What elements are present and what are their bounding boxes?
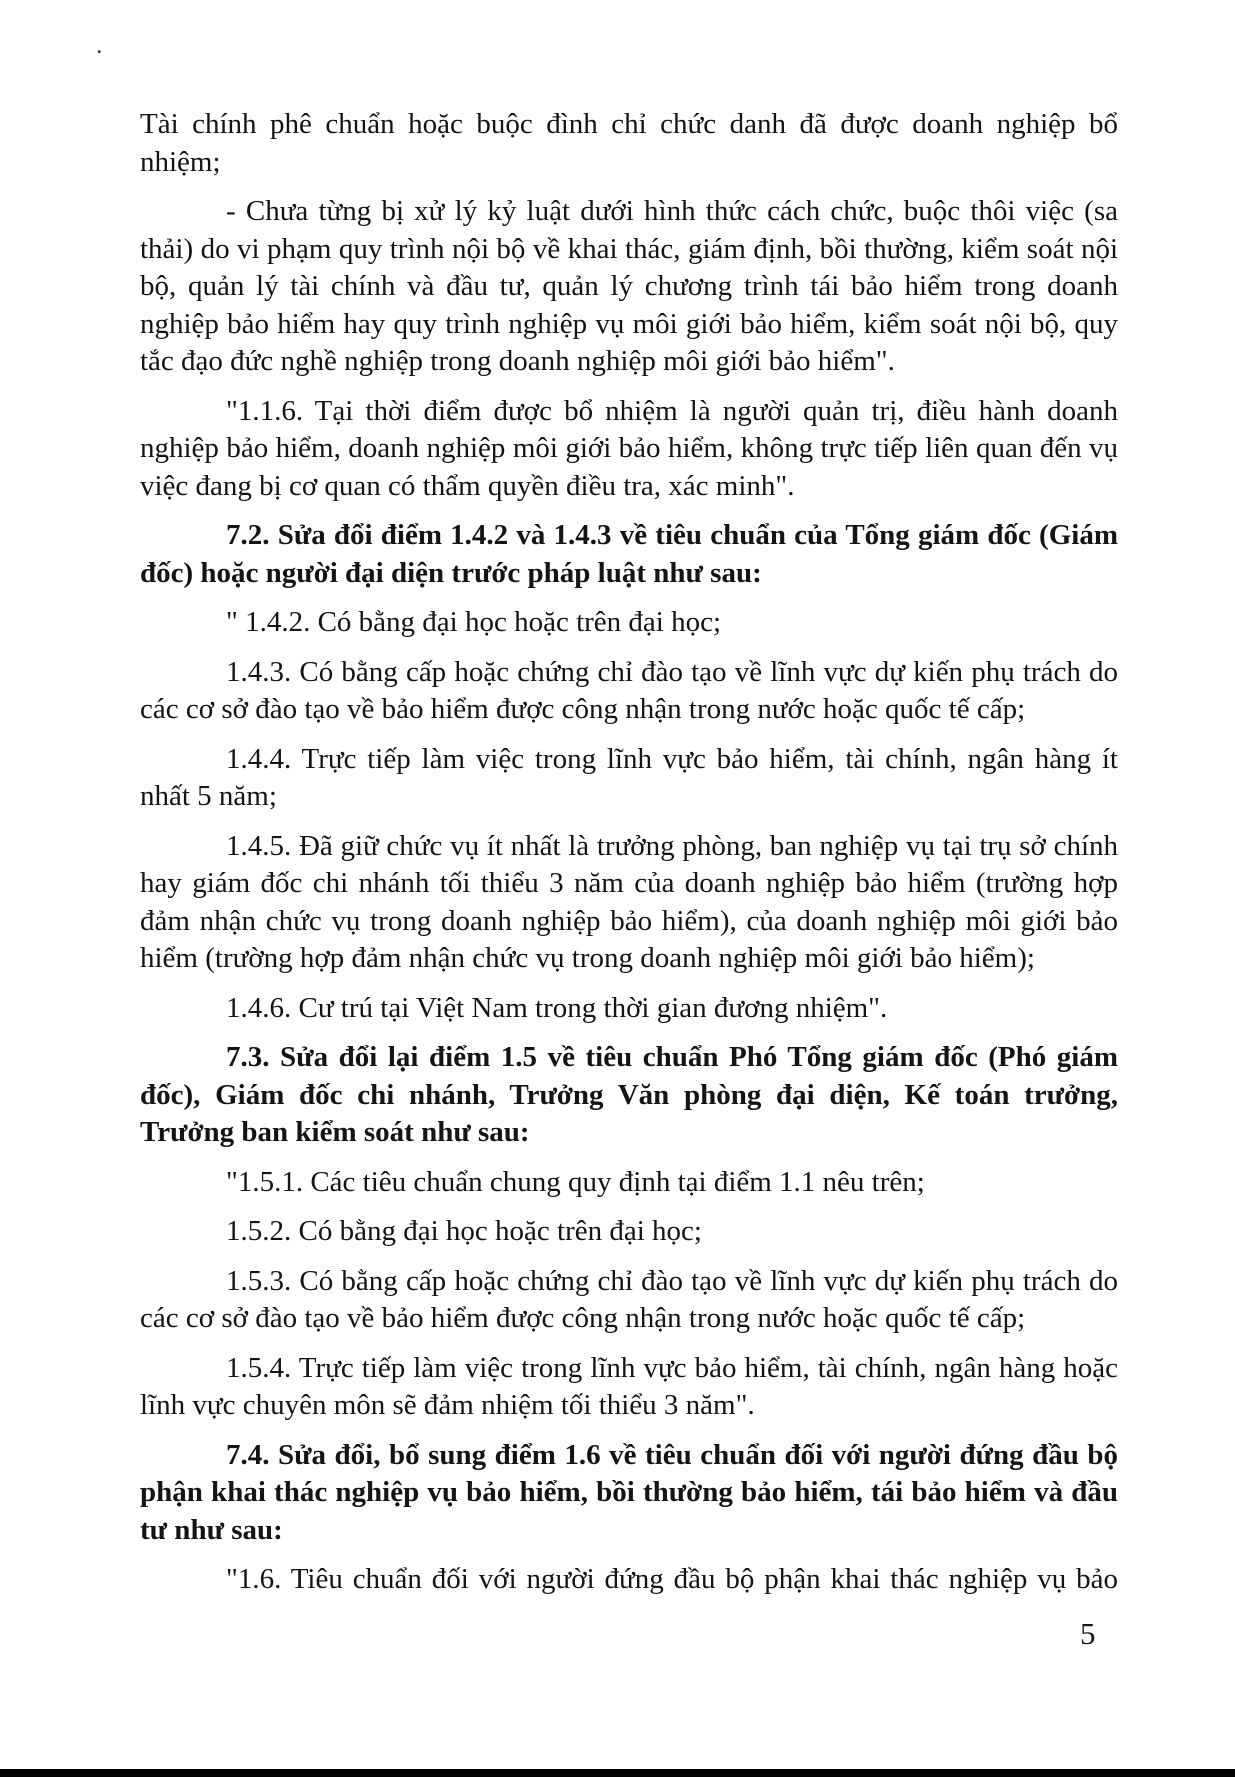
paragraph-item-1-4-3: 1.4.3. Có bằng cấp hoặc chứng chỉ đào tạo về lĩnh vực dự kiến phụ trách do các cơ sở đào tạo về bảo hiểm được công nhận trong nước hoặc quốc tế cấp; (140, 655, 1118, 725)
scan-edge-bar-artifact (0, 1769, 1235, 1777)
paragraph-heading-7-2: 7.2. Sửa đổi điểm 1.4.2 và 1.4.3 về tiêu chuẩn của Tổng giám đốc (Giám đốc) hoặc người đại diện trước pháp luật như sau: (140, 519, 1118, 589)
paragraph-dash-clause: - Chưa từng bị xử lý kỷ luật dưới hình thức cách chức, buộc thôi việc (sa thải) do vi phạm quy trình nội bộ về khai thác, giám định, bồi thường, kiểm soát nội bộ, quản lý tài chính và đầu tư, quản lý chương trình tái bảo hiểm trong doanh nghiệp bảo hiểm hay quy trình nghiệp vụ môi giới bảo hiểm, kiểm soát nội bộ, quy tắc đạo đức nghề nghiệp trong doanh nghiệp môi giới bảo hiểm". (140, 195, 1118, 377)
paragraph-item-1-5-1: "1.5.1. Các tiêu chuẩn chung quy định tại điểm 1.1 nêu trên; (226, 1165, 925, 1198)
paragraph-heading-7-3: 7.3. Sửa đổi lại điểm 1.5 về tiêu chuẩn Phó Tổng giám đốc (Phó giám đốc), Giám đốc chi nhánh, Trưởng Văn phòng đại diện, Kế toán trưởng, Trưởng ban kiểm soát như sau: (140, 1041, 1118, 1148)
paragraph-continuation: Tài chính phê chuẩn hoặc buộc đình chỉ chức danh đã được doanh nghiệp bổ nhiệm; (140, 108, 1118, 178)
paragraph-item-1-4-5: 1.4.5. Đã giữ chức vụ ít nhất là trưởng phòng, ban nghiệp vụ tại trụ sở chính hay giám đốc chi nhánh tối thiểu 3 năm của doanh nghiệp bảo hiểm (trường hợp đảm nhận chức vụ trong doanh nghiệp bảo hiểm), của doanh nghiệp môi giới bảo hiểm (trường hợp đảm nhận chức vụ trong doanh nghiệp môi giới bảo hiểm); (140, 829, 1118, 974)
paragraph-item-1-4-2: " 1.4.2. Có bằng đại học hoặc trên đại học; (226, 606, 722, 638)
paragraph-item-1-4-4: 1.4.4. Trực tiếp làm việc trong lĩnh vực bảo hiểm, tài chính, ngân hàng ít nhất 5 năm; (140, 742, 1118, 812)
page-number: 5 (1080, 1616, 1096, 1651)
document-text (140, 106, 1118, 1611)
paragraph-item-1-5-2: 1.5.2. Có bằng đại học hoặc trên đại học; (226, 1215, 702, 1247)
paragraph-item-1-5-3: 1.5.3. Có bằng cấp hoặc chứng chỉ đào tạo về lĩnh vực dự kiến phụ trách do các cơ sở đào tạo về bảo hiểm được công nhận trong nước hoặc quốc tế cấp; (140, 1264, 1118, 1334)
scan-speck-artifact: . (96, 30, 103, 59)
paragraph-item-1-4-6: 1.4.6. Cư trú tại Việt Nam trong thời gian đương nhiệm". (226, 991, 888, 1024)
paragraph-heading-7-4: 7.4. Sửa đổi, bổ sung điểm 1.6 về tiêu chuẩn đối với người đứng đầu bộ phận khai thác nghiệp vụ bảo hiểm, bồi thường bảo hiểm, tái bảo hiểm và đầu tư như sau: (140, 1438, 1118, 1546)
paragraph-item-1-5-4: 1.5.4. Trực tiếp làm việc trong lĩnh vực bảo hiểm, tài chính, ngân hàng hoặc lĩnh vực chuyên môn sẽ đảm nhiệm tối thiểu 3 năm". (140, 1351, 1118, 1421)
paragraph-item-1-1-6: "1.1.6. Tại thời điểm được bổ nhiệm là người quản trị, điều hành doanh nghiệp bảo hiểm, doanh nghiệp môi giới bảo hiểm, không trực tiếp liên quan đến vụ việc đang bị cơ quan có thẩm quyền điều tra, xác minh". (140, 394, 1118, 502)
paragraph-item-1-6: "1.6. Tiêu chuẩn đối với người đứng đầu bộ phận khai thác nghiệp vụ bảo (226, 1563, 1118, 1595)
